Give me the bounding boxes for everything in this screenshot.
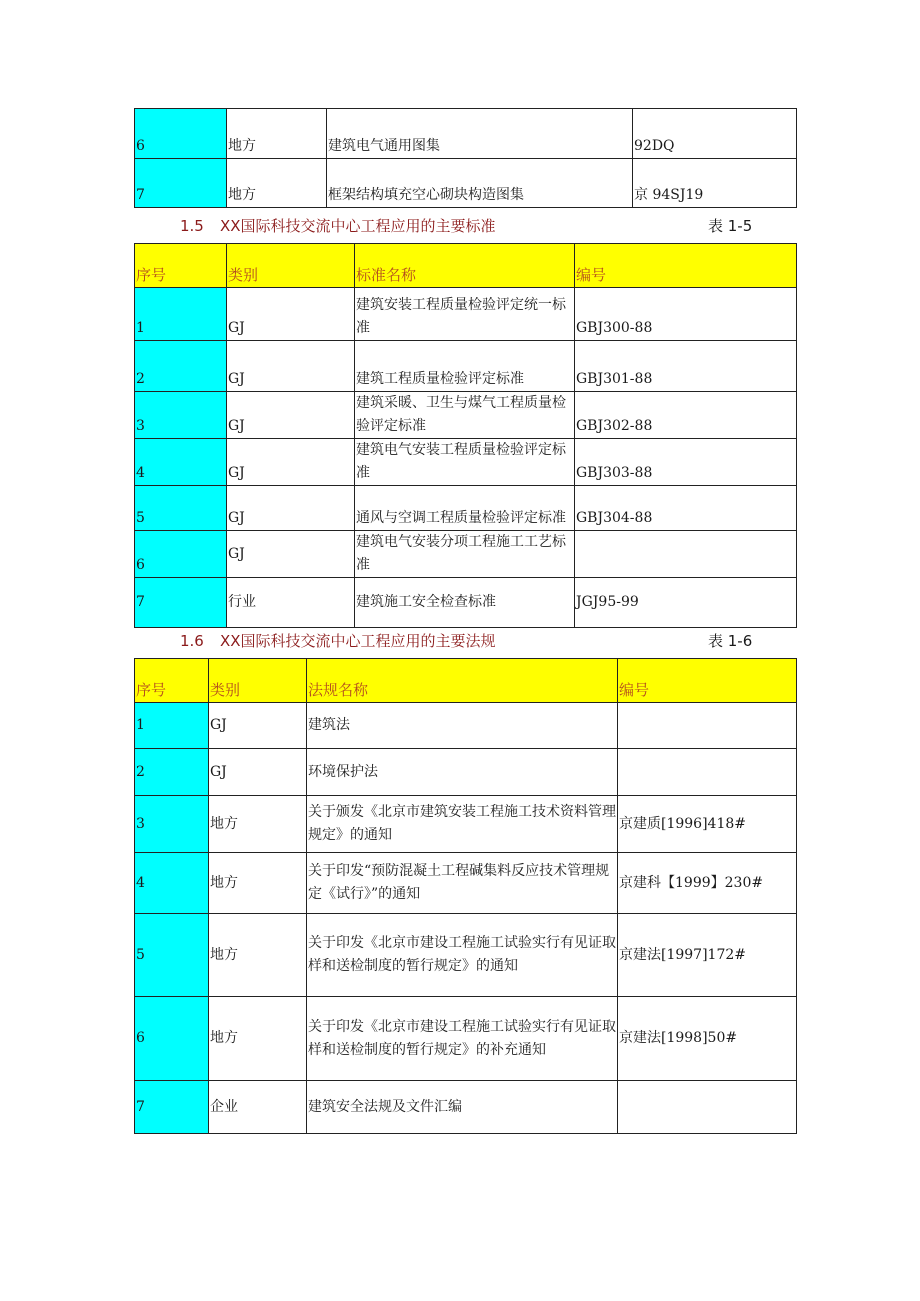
row-name: 建筑电气安装分项工程施工工艺标准 <box>355 531 575 578</box>
row-type: GJ <box>209 703 307 749</box>
row-name: 关于印发《北京市建设工程施工试验实行有见证取样和送检制度的暂行规定》的补充通知 <box>307 997 618 1081</box>
row-number: 1 <box>135 288 227 341</box>
row-type: GJ <box>227 341 355 392</box>
table-row <box>135 578 797 628</box>
row-code: GBJ303-88 <box>575 439 797 486</box>
row-type: GJ <box>227 531 355 578</box>
row-type: 地方 <box>227 159 327 208</box>
row-number: 6 <box>135 997 209 1081</box>
row-type: GJ <box>209 749 307 796</box>
row-name: 关于印发《北京市建设工程施工试验实行有见证取样和送检制度的暂行规定》的通知 <box>307 914 618 997</box>
table-row <box>135 288 797 341</box>
row-name: 环境保护法 <box>307 749 618 796</box>
row-code: 92DQ <box>633 109 797 159</box>
row-code <box>575 531 797 578</box>
row-type: 地方 <box>209 853 307 914</box>
row-code: JGJ95-99 <box>575 578 797 628</box>
row-code: GBJ300-88 <box>575 288 797 341</box>
row-type: GJ <box>227 439 355 486</box>
row-code <box>618 703 797 749</box>
table-row <box>135 1081 797 1134</box>
table-row <box>135 159 797 208</box>
table-header-row <box>135 244 797 288</box>
table-row <box>135 914 797 997</box>
row-number: 5 <box>135 914 209 997</box>
row-number: 6 <box>135 531 227 578</box>
table-number-label: 表 1-6 <box>708 632 753 650</box>
row-code: GBJ304-88 <box>575 486 797 531</box>
table-row <box>135 997 797 1081</box>
table-row <box>135 531 797 578</box>
header-code: 编号 <box>575 244 797 288</box>
row-type: GJ <box>227 288 355 341</box>
row-type: 地方 <box>209 997 307 1081</box>
row-type: GJ <box>227 486 355 531</box>
row-code: 京建法[1998]50# <box>618 997 797 1081</box>
table-main-regulations <box>134 658 797 1134</box>
row-number: 5 <box>135 486 227 531</box>
row-code: 京 94SJ19 <box>633 159 797 208</box>
table-row <box>135 853 797 914</box>
section-heading-1-5 <box>180 215 496 237</box>
row-number: 7 <box>135 1081 209 1134</box>
section-title: XX国际科技交流中心工程应用的主要法规 <box>220 632 496 650</box>
row-name: 框架结构填充空心砌块构造图集 <box>327 159 633 208</box>
table-row <box>135 109 797 159</box>
row-code: GBJ301-88 <box>575 341 797 392</box>
row-name: 通风与空调工程质量检验评定标准 <box>355 486 575 531</box>
row-type: 地方 <box>209 914 307 997</box>
row-name: 关于印发“预防混凝土工程碱集料反应技术管理规定《试行》”的通知 <box>307 853 618 914</box>
table-row <box>135 796 797 853</box>
row-number: 4 <box>135 853 209 914</box>
row-name: 建筑法 <box>307 703 618 749</box>
row-name: 建筑安全法规及文件汇编 <box>307 1081 618 1134</box>
row-number: 2 <box>135 341 227 392</box>
header-name: 标准名称 <box>355 244 575 288</box>
table-row <box>135 703 797 749</box>
row-type: GJ <box>227 392 355 439</box>
header-code: 编号 <box>618 659 797 703</box>
row-number: 7 <box>135 578 227 628</box>
section-number: 1.6 <box>180 632 204 650</box>
section-number: 1.5 <box>180 217 204 235</box>
header-type: 类别 <box>209 659 307 703</box>
row-number: 2 <box>135 749 209 796</box>
row-number: 4 <box>135 439 227 486</box>
row-code: GBJ302-88 <box>575 392 797 439</box>
row-name: 建筑施工安全检查标准 <box>355 578 575 628</box>
table-row <box>135 439 797 486</box>
table-main-standards <box>134 243 797 628</box>
row-type: 行业 <box>227 578 355 628</box>
table-header-row <box>135 659 797 703</box>
table-row <box>135 486 797 531</box>
row-code <box>618 1081 797 1134</box>
row-name: 建筑工程质量检验评定标准 <box>355 341 575 392</box>
header-type: 类别 <box>227 244 355 288</box>
row-name: 建筑电气通用图集 <box>327 109 633 159</box>
row-name: 关于颁发《北京市建筑安装工程施工技术资料管理规定》的通知 <box>307 796 618 853</box>
row-number: 6 <box>135 109 227 159</box>
table-row <box>135 749 797 796</box>
table-standards-atlas <box>134 108 797 208</box>
row-number: 3 <box>135 796 209 853</box>
row-name: 建筑采暖、卫生与煤气工程质量检验评定标准 <box>355 392 575 439</box>
section-heading-1-6 <box>180 630 496 652</box>
row-number: 7 <box>135 159 227 208</box>
table-row <box>135 392 797 439</box>
header-no: 序号 <box>135 659 209 703</box>
table-number-label: 表 1-5 <box>708 217 753 235</box>
row-code: 京建科【1999】230# <box>618 853 797 914</box>
row-type: 地方 <box>209 796 307 853</box>
row-code <box>618 749 797 796</box>
row-code: 京建质[1996]418# <box>618 796 797 853</box>
row-name: 建筑安装工程质量检验评定统一标准 <box>355 288 575 341</box>
header-name: 法规名称 <box>307 659 618 703</box>
row-name: 建筑电气安装工程质量检验评定标准 <box>355 439 575 486</box>
row-type: 企业 <box>209 1081 307 1134</box>
header-no: 序号 <box>135 244 227 288</box>
row-number: 3 <box>135 392 227 439</box>
row-type: 地方 <box>227 109 327 159</box>
table-row <box>135 341 797 392</box>
section-title: XX国际科技交流中心工程应用的主要标准 <box>220 217 496 235</box>
row-code: 京建法[1997]172# <box>618 914 797 997</box>
row-number: 1 <box>135 703 209 749</box>
